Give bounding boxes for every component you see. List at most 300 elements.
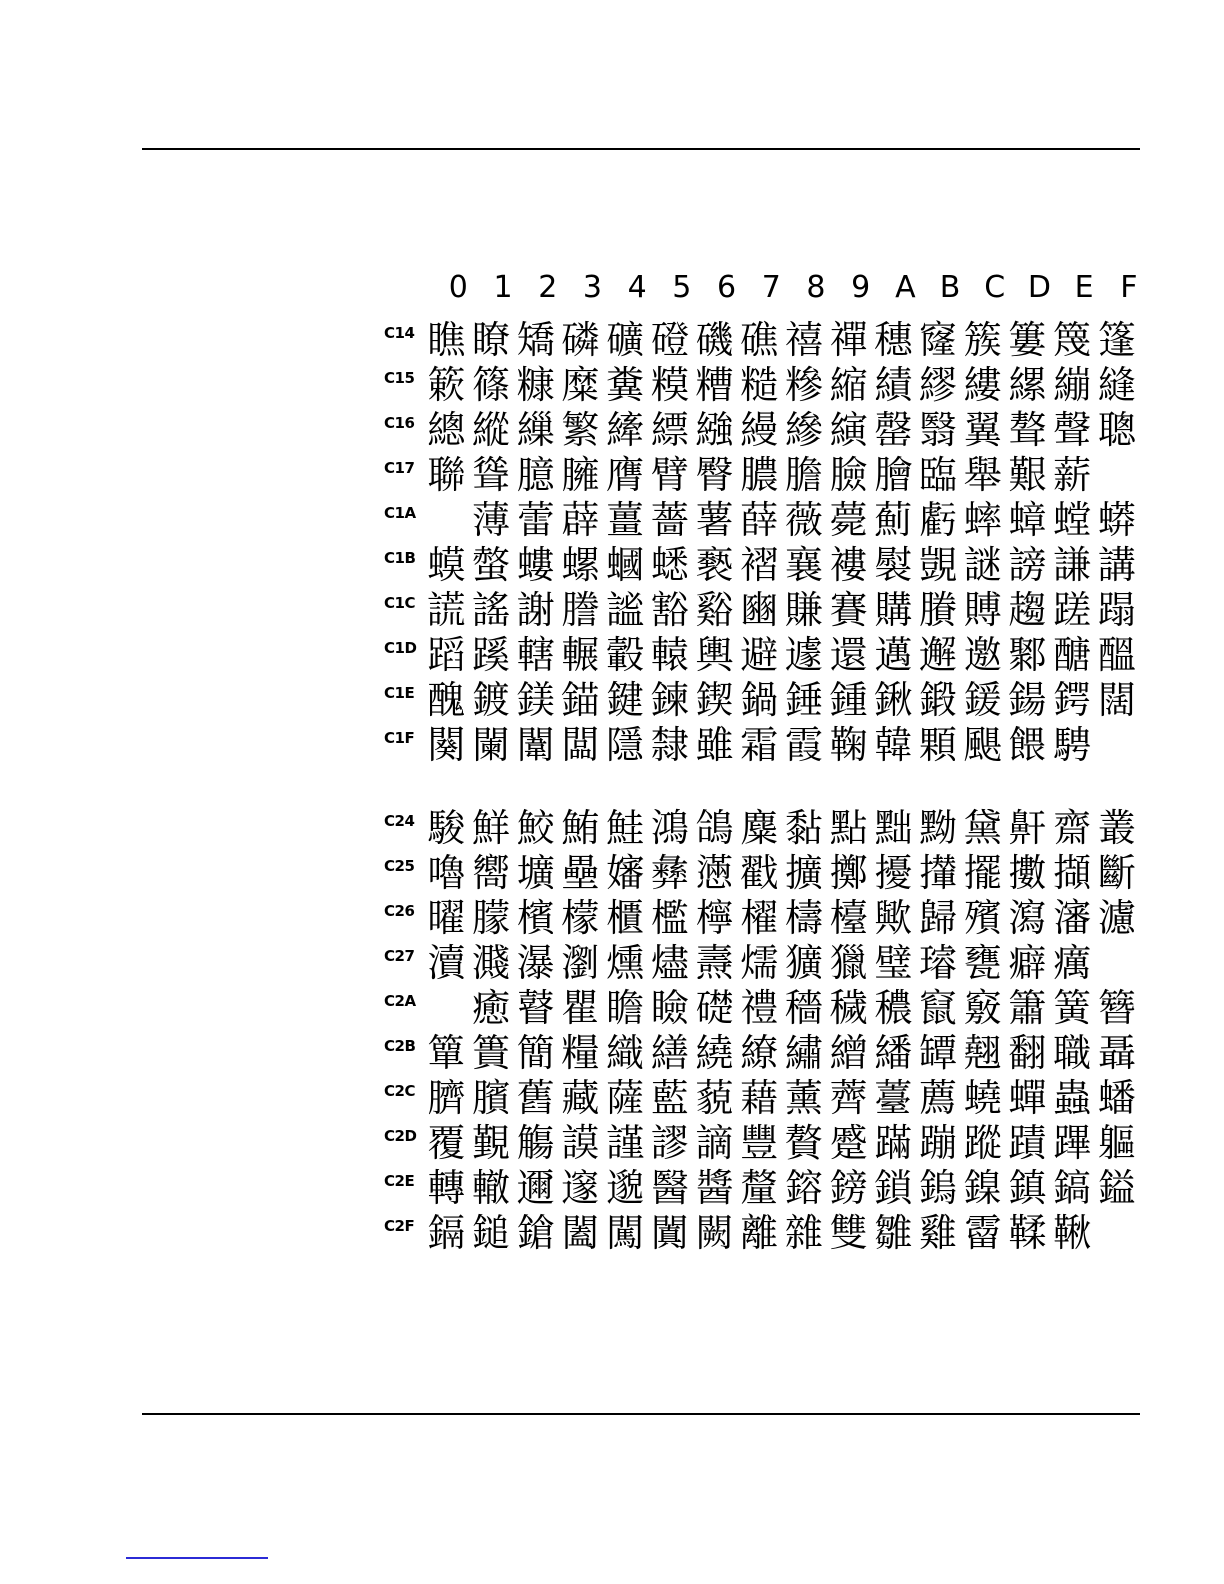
char-cell: 簧 [1053, 986, 1092, 1030]
char-cell: 擴 [784, 851, 823, 895]
char-cell: 雜 [784, 1211, 823, 1255]
char-cell: 燻 [606, 941, 645, 985]
char-cell: 擻 [1008, 851, 1047, 895]
char-cell: 褻 [695, 543, 734, 587]
char-cell: 縹 [650, 408, 689, 452]
row-code-label: C1D [384, 639, 417, 657]
char-cell: 翳 [919, 408, 958, 452]
char-cell: 舊 [516, 1076, 555, 1120]
char-cell: 蹈 [427, 633, 466, 677]
char-table-row [384, 986, 1144, 1031]
char-cell: 簞 [427, 1031, 466, 1075]
char-cell: 甕 [963, 941, 1002, 985]
row-code-label: C2F [384, 1217, 415, 1235]
char-cell: 謠 [472, 588, 511, 632]
char-cell: 燼 [650, 941, 689, 985]
char-cell [1095, 1211, 1140, 1256]
char-cell: 璧 [874, 941, 913, 985]
char-cell [424, 986, 469, 1031]
char-cell: 翼 [963, 408, 1002, 452]
char-cell: 還 [829, 633, 868, 677]
char-cell: 黜 [874, 806, 913, 850]
char-cell: 韓 [874, 723, 913, 767]
char-cell: 霤 [963, 1211, 1002, 1255]
char-cell: 篷 [1097, 318, 1136, 362]
char-cell: 薊 [874, 498, 913, 542]
char-cell: 糠 [516, 363, 555, 407]
char-cell: 轅 [650, 633, 689, 677]
column-header-digit: 2 [538, 270, 558, 305]
footnote-rule [126, 1557, 268, 1559]
char-cell: 點 [829, 806, 868, 850]
char-cell: 糢 [650, 363, 689, 407]
row-code-label: C2A [384, 992, 416, 1010]
char-cell: 鮪 [561, 806, 600, 850]
char-cell: 轂 [606, 633, 645, 677]
char-cell: 篾 [1053, 318, 1092, 362]
char-cell: 嬸 [606, 851, 645, 895]
char-cell: 糟 [695, 363, 734, 407]
char-cell: 聱 [1008, 408, 1047, 452]
char-cell: 擷 [1053, 851, 1092, 895]
column-header-digit: 5 [672, 270, 692, 305]
char-cell: 繒 [829, 1031, 868, 1075]
char-cell: 叢 [1097, 806, 1136, 850]
char-cell: 蟀 [963, 498, 1002, 542]
char-cell: 壙 [516, 851, 555, 895]
char-cell: 闖 [606, 1211, 645, 1255]
char-table-row [384, 1031, 1144, 1076]
char-cell: 鎬 [1053, 1166, 1092, 1210]
char-cell: 繞 [695, 1031, 734, 1075]
char-cell: 鎘 [427, 1211, 466, 1255]
column-header-digit: 0 [448, 270, 468, 305]
char-cell: 繡 [784, 1031, 823, 1075]
char-cell: 輿 [695, 633, 734, 677]
char-cell: 謬 [650, 1121, 689, 1165]
char-cell: 薩 [606, 1076, 645, 1120]
char-cell: 闔 [561, 1211, 600, 1255]
char-cell: 鎔 [784, 1166, 823, 1210]
char-table-row [384, 633, 1144, 678]
char-cell: 曜 [427, 896, 466, 940]
char-cell: 薯 [695, 498, 734, 542]
char-cell: 鍔 [1053, 678, 1092, 722]
column-header-digit: 7 [761, 270, 781, 305]
char-cell: 聳 [472, 453, 511, 497]
char-cell: 縵 [740, 408, 779, 452]
char-cell: 聰 [1097, 408, 1136, 452]
char-cell: 窿 [919, 318, 958, 362]
char-cell: 螫 [472, 543, 511, 587]
char-cell: 鞦 [1053, 1211, 1092, 1255]
char-cell: 繁 [561, 408, 600, 452]
char-cell: 檻 [650, 896, 689, 940]
char-cell: 繙 [874, 1031, 913, 1075]
char-cell: 櫃 [606, 896, 645, 940]
char-cell: 離 [740, 1211, 779, 1255]
char-cell: 霞 [784, 723, 823, 767]
char-cell: 颶 [963, 723, 1002, 767]
char-cell: 螳 [1053, 498, 1092, 542]
char-cell: 瀑 [516, 941, 555, 985]
column-header-digit: C [984, 270, 1006, 305]
char-cell: 篠 [472, 363, 511, 407]
char-cell: 藍 [650, 1076, 689, 1120]
char-cell: 薰 [784, 1076, 823, 1120]
char-cell [1095, 453, 1140, 498]
char-cell: 鍊 [650, 678, 689, 722]
char-cell: 覲 [472, 1121, 511, 1165]
char-cell: 謙 [1053, 543, 1092, 587]
char-table-row [384, 543, 1144, 588]
column-header-digit: 1 [493, 270, 513, 305]
char-cell: 糞 [606, 363, 645, 407]
char-cell: 膺 [606, 453, 645, 497]
char-cell: 賽 [829, 588, 868, 632]
row-code-label: C1A [384, 504, 416, 522]
char-cell: 釐 [740, 1166, 779, 1210]
char-cell: 臀 [695, 453, 734, 497]
char-cell: 雞 [919, 1211, 958, 1255]
char-cell: 罈 [919, 1031, 958, 1075]
char-cell: 繚 [740, 1031, 779, 1075]
char-cell: 鍛 [919, 678, 958, 722]
char-cell: 蹙 [829, 1121, 868, 1165]
char-cell: 邀 [963, 633, 1002, 677]
char-cell: 檯 [829, 896, 868, 940]
char-cell: 闈 [516, 723, 555, 767]
char-cell: 邇 [516, 1166, 555, 1210]
char-cell: 翹 [963, 1031, 1002, 1075]
row-code-label: C15 [384, 369, 415, 387]
char-cell: 褸 [829, 543, 868, 587]
char-cell: 膿 [740, 453, 779, 497]
char-cell: 鎰 [1097, 1166, 1136, 1210]
char-cell: 醣 [1053, 633, 1092, 677]
char-cell: 轍 [472, 1166, 511, 1210]
char-cell: 蹤 [963, 1121, 1002, 1165]
char-cell: 闊 [1097, 678, 1136, 722]
char-cell: 禪 [829, 318, 868, 362]
row-code-label: C1C [384, 594, 415, 612]
char-cell: 職 [1053, 1031, 1092, 1075]
char-cell: 戳 [740, 851, 779, 895]
char-cell: 雖 [695, 723, 734, 767]
char-cell: 螺 [561, 543, 600, 587]
char-cell: 瞧 [427, 318, 466, 362]
char-cell: 谿 [695, 588, 734, 632]
char-table-row [384, 1076, 1144, 1121]
char-cell: 濾 [1097, 896, 1136, 940]
char-cell: 覆 [427, 1121, 466, 1165]
char-cell: 謫 [695, 1121, 734, 1165]
char-cell: 臨 [919, 453, 958, 497]
char-cell: 薺 [829, 1076, 868, 1120]
char-cell: 齋 [1053, 806, 1092, 850]
row-code-label: C24 [384, 812, 415, 830]
char-cell: 臍 [427, 1076, 466, 1120]
char-cell: 禧 [784, 318, 823, 362]
char-cell: 鍾 [829, 678, 868, 722]
char-cell: 臏 [472, 1076, 511, 1120]
char-cell: 虧 [919, 498, 958, 542]
char-cell: 檸 [695, 896, 734, 940]
char-cell: 彝 [650, 851, 689, 895]
column-header-digit: 3 [582, 270, 602, 305]
char-cell: 鼾 [1008, 806, 1047, 850]
char-cell: 蹉 [1053, 588, 1092, 632]
char-cell: 聲 [1053, 408, 1092, 452]
row-code-label: C2D [384, 1127, 417, 1145]
char-cell: 檮 [784, 896, 823, 940]
char-cell: 檬 [561, 896, 600, 940]
char-cell: 矯 [516, 318, 555, 362]
char-cell: 鍍 [472, 678, 511, 722]
char-cell: 遽 [784, 633, 823, 677]
char-cell: 薨 [829, 498, 868, 542]
char-cell: 覬 [919, 543, 958, 587]
char-cell: 觴 [516, 1121, 555, 1165]
char-cell: 瞽 [516, 986, 555, 1030]
char-cell: 醜 [427, 678, 466, 722]
char-cell: 邈 [606, 1166, 645, 1210]
char-cell: 蟈 [606, 543, 645, 587]
char-cell: 輾 [561, 633, 600, 677]
char-cell: 獵 [829, 941, 868, 985]
char-cell: 簫 [1008, 986, 1047, 1030]
char-cell: 禮 [740, 986, 779, 1030]
char-cell: 縫 [1097, 363, 1136, 407]
char-cell: 璿 [919, 941, 958, 985]
char-cell: 鎂 [516, 678, 555, 722]
char-cell: 鎳 [963, 1166, 1002, 1210]
char-cell: 殯 [963, 896, 1002, 940]
char-cell: 縿 [784, 408, 823, 452]
char-cell: 臉 [829, 453, 868, 497]
char-cell: 蹦 [919, 1121, 958, 1165]
char-cell: 蟬 [1008, 1076, 1047, 1120]
char-cell: 糙 [740, 363, 779, 407]
char-cell [1095, 941, 1140, 986]
char-cell: 鍰 [963, 678, 1002, 722]
char-cell: 軀 [1097, 1121, 1136, 1165]
char-cell: 織 [606, 1031, 645, 1075]
char-cell: 賻 [963, 588, 1002, 632]
char-table-row [384, 1166, 1144, 1211]
char-table-row [384, 806, 1144, 851]
char-cell: 薇 [784, 498, 823, 542]
char-cell: 磯 [695, 318, 734, 362]
char-cell: 蕾 [516, 498, 555, 542]
char-cell: 臃 [561, 453, 600, 497]
char-cell: 豁 [650, 588, 689, 632]
char-cell: 鎊 [829, 1166, 868, 1210]
char-cell: 簌 [427, 363, 466, 407]
char-cell: 瀆 [427, 941, 466, 985]
char-cell: 鴿 [695, 806, 734, 850]
char-cell: 薦 [919, 1076, 958, 1120]
char-table-row [384, 723, 1144, 768]
char-cell: 櫂 [740, 896, 779, 940]
top-rule [142, 148, 1140, 150]
char-cell: 燸 [740, 941, 779, 985]
row-code-label: C25 [384, 857, 415, 875]
char-cell: 罄 [874, 408, 913, 452]
char-cell: 糜 [561, 363, 600, 407]
char-cell: 蹕 [1053, 1121, 1092, 1165]
column-header-digit: B [939, 270, 961, 305]
char-cell: 艱 [1008, 453, 1047, 497]
char-cell: 轄 [516, 633, 555, 677]
row-code-label: C14 [384, 324, 415, 342]
column-header-row [436, 268, 1156, 308]
char-cell: 縯 [829, 408, 868, 452]
column-header-digit: 4 [627, 270, 647, 305]
char-cell: 瀏 [561, 941, 600, 985]
char-cell: 績 [874, 363, 913, 407]
char-cell: 闋 [427, 723, 466, 767]
char-cell: 謝 [516, 588, 555, 632]
char-cell: 錘 [784, 678, 823, 722]
char-cell: 礁 [740, 318, 779, 362]
char-cell: 穡 [784, 986, 823, 1030]
char-cell [1095, 723, 1140, 768]
char-cell: 蹋 [1097, 588, 1136, 632]
char-cell: 簪 [1097, 986, 1136, 1030]
char-cell: 臂 [650, 453, 689, 497]
column-header-digit: E [1074, 270, 1094, 305]
char-cell: 謹 [606, 1121, 645, 1165]
char-cell: 蹣 [874, 1121, 913, 1165]
char-cell: 蟑 [1008, 498, 1047, 542]
char-cell: 簇 [963, 318, 1002, 362]
char-cell: 簡 [516, 1031, 555, 1075]
char-cell: 癒 [472, 986, 511, 1030]
char-cell: 鮫 [516, 806, 555, 850]
char-cell: 繆 [919, 363, 958, 407]
char-cell: 鞣 [1008, 1211, 1047, 1255]
char-cell: 瞭 [472, 318, 511, 362]
char-cell: 繈 [695, 408, 734, 452]
char-cell: 薹 [874, 1076, 913, 1120]
char-cell: 隸 [650, 723, 689, 767]
char-cell: 闆 [561, 723, 600, 767]
char-cell: 鎚 [472, 1211, 511, 1255]
bottom-rule [142, 1413, 1140, 1415]
row-code-label: C2B [384, 1037, 416, 1055]
char-cell: 瀉 [1008, 896, 1047, 940]
char-cell: 簍 [1008, 318, 1047, 362]
char-cell: 擲 [829, 851, 868, 895]
char-cell: 避 [740, 633, 779, 677]
char-cell: 醞 [1097, 633, 1136, 677]
char-cell: 濺 [472, 941, 511, 985]
char-cell: 竄 [919, 986, 958, 1030]
char-cell: 雛 [874, 1211, 913, 1255]
char-cell: 襄 [784, 543, 823, 587]
char-cell: 醬 [695, 1166, 734, 1210]
row-code-label: C2E [384, 1172, 415, 1190]
char-cell: 蟯 [963, 1076, 1002, 1120]
char-table-row [384, 453, 1144, 498]
char-cell: 鎮 [1008, 1166, 1047, 1210]
char-cell: 糧 [561, 1031, 600, 1075]
char-cell: 謗 [1008, 543, 1047, 587]
char-cell: 褶 [740, 543, 779, 587]
char-table-row [384, 498, 1144, 543]
row-code-label: C1F [384, 729, 415, 747]
char-cell: 臆 [516, 453, 555, 497]
char-cell: 豐 [740, 1121, 779, 1165]
char-cell: 餵 [1008, 723, 1047, 767]
char-cell: 薪 [1053, 453, 1092, 497]
char-table-row [384, 1121, 1144, 1166]
char-cell: 縱 [472, 408, 511, 452]
char-cell: 贅 [784, 1121, 823, 1165]
row-code-label: C2C [384, 1082, 415, 1100]
char-cell: 瞻 [606, 986, 645, 1030]
char-cell: 獷 [784, 941, 823, 985]
char-cell: 蟋 [650, 543, 689, 587]
char-cell: 糝 [784, 363, 823, 407]
char-cell: 檳 [516, 896, 555, 940]
char-cell: 鴻 [650, 806, 689, 850]
char-table-row [384, 363, 1144, 408]
char-cell: 雙 [829, 1211, 868, 1255]
char-cell: 豳 [740, 588, 779, 632]
char-cell: 醫 [650, 1166, 689, 1210]
char-cell: 鍬 [874, 678, 913, 722]
char-cell: 隱 [606, 723, 645, 767]
char-cell [424, 498, 469, 543]
char-cell: 鍚 [1008, 678, 1047, 722]
char-cell: 鎢 [919, 1166, 958, 1210]
char-cell: 鮭 [606, 806, 645, 850]
char-cell: 瞼 [650, 986, 689, 1030]
char-cell: 蟠 [1097, 1076, 1136, 1120]
char-cell: 縮 [829, 363, 868, 407]
char-cell: 鮮 [472, 806, 511, 850]
char-cell: 褽 [874, 543, 913, 587]
char-cell: 薄 [472, 498, 511, 542]
char-cell: 蹊 [472, 633, 511, 677]
char-table-row [384, 851, 1144, 896]
row-code-label: C1B [384, 549, 416, 567]
char-cell: 礎 [695, 986, 734, 1030]
column-header-digit: 8 [806, 270, 826, 305]
char-cell: 礦 [606, 318, 645, 362]
char-cell: 鎗 [516, 1211, 555, 1255]
char-cell: 瞿 [561, 986, 600, 1030]
char-cell: 購 [874, 588, 913, 632]
char-cell: 聯 [427, 453, 466, 497]
char-cell: 薜 [561, 498, 600, 542]
char-cell: 壘 [561, 851, 600, 895]
char-cell: 癖 [1008, 941, 1047, 985]
char-cell: 鍵 [606, 678, 645, 722]
char-table-row [384, 896, 1144, 941]
column-header-digit: F [1120, 270, 1138, 305]
char-cell: 錨 [561, 678, 600, 722]
char-cell: 趨 [1008, 588, 1047, 632]
char-cell: 蟒 [1097, 498, 1136, 542]
char-cell: 蹟 [1008, 1121, 1047, 1165]
char-cell: 謐 [606, 588, 645, 632]
row-code-label: C16 [384, 414, 415, 432]
char-cell: 竅 [963, 986, 1002, 1030]
char-cell: 擺 [963, 851, 1002, 895]
